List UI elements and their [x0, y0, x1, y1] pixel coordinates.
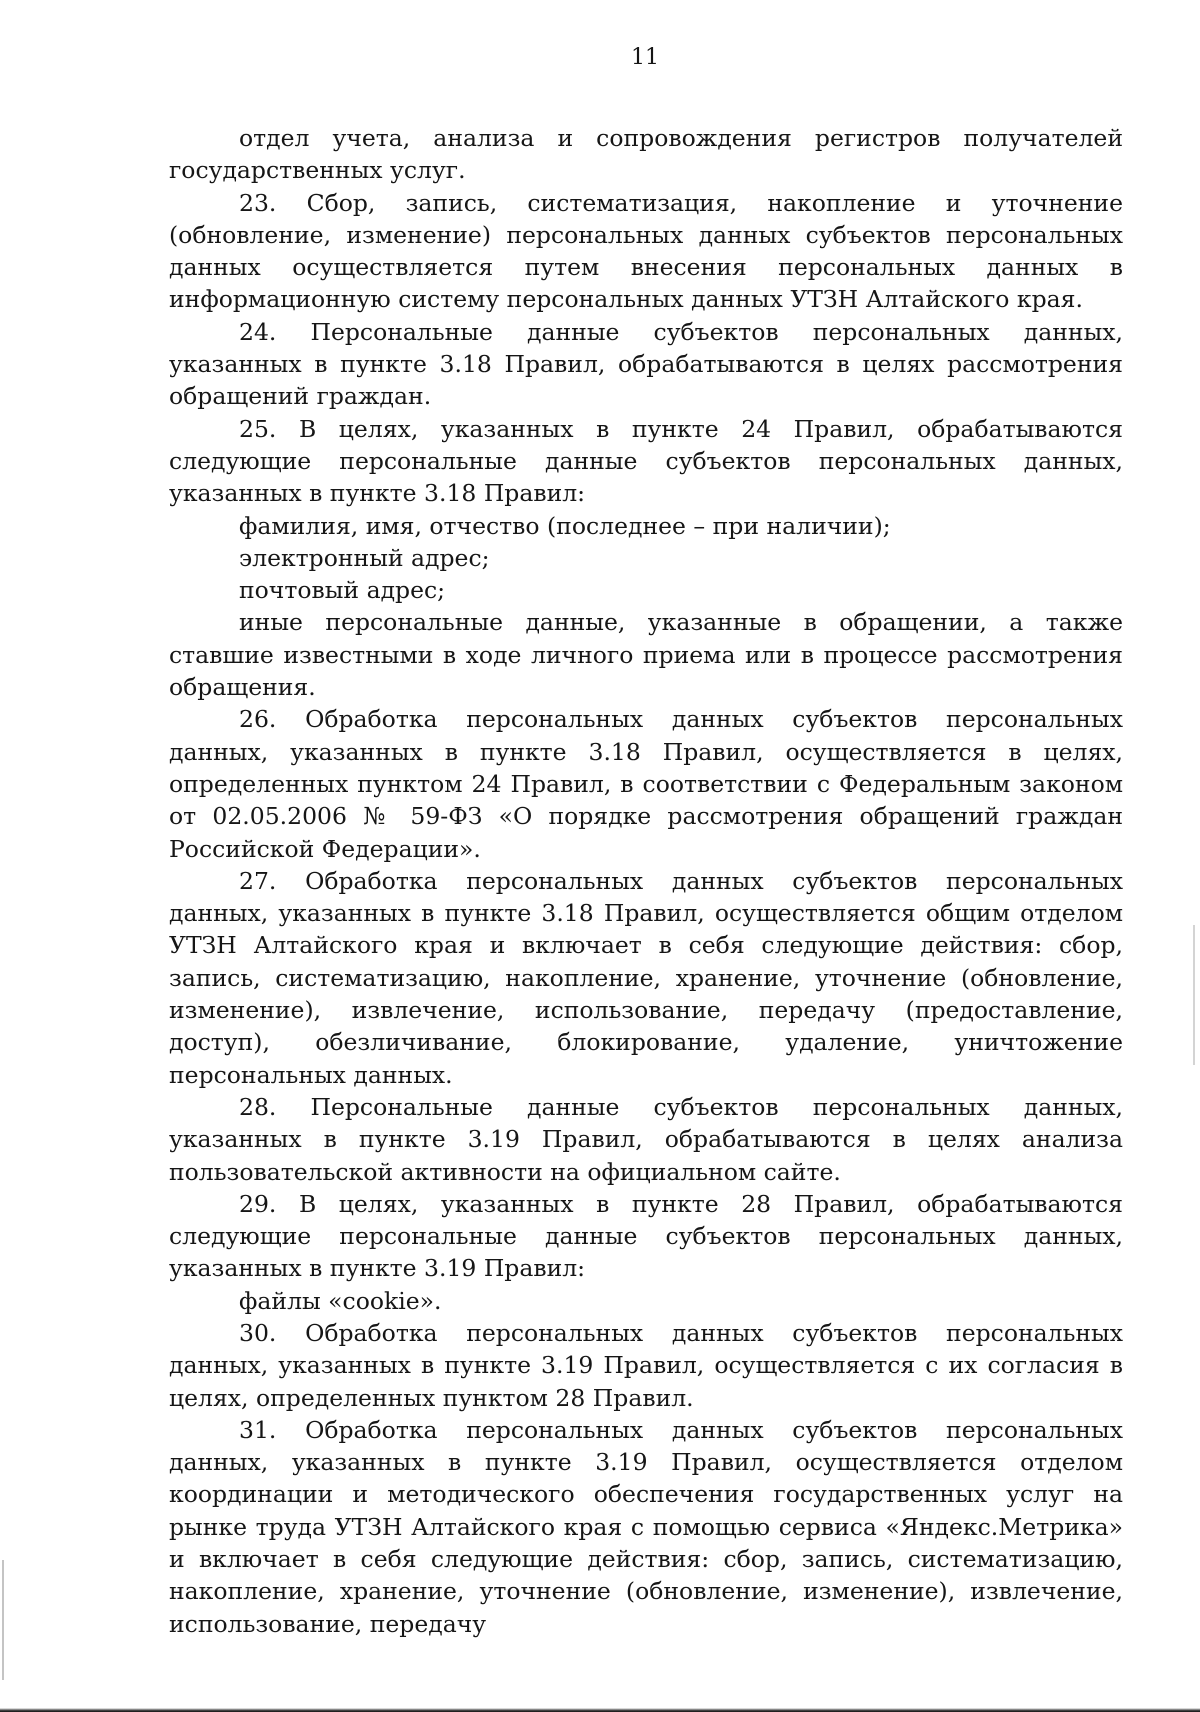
paragraph-clause-24: 24. Персональные данные субъектов персональных данных, указанных в пункте 3.18 Правил, обрабатываются в целях рассмотрения обращений граждан. — [169, 317, 1123, 411]
page-number: 11 — [631, 45, 659, 70]
list-item-other-data: иные персональные данные, указанные в обращении, а также ставшие известными в ходе личного приема или в процессе рассмотрения обращения. — [169, 608, 1123, 702]
document-body — [169, 122, 1123, 1640]
paragraph-clause-29: 29. В целях, указанных в пункте 28 Правил, обрабатываются следующие персональные данные субъектов персональных данных, указанных в пункте 3.19 Правил: — [169, 1189, 1123, 1283]
paragraph-clause-30: 30. Обработка персональных данных субъектов персональных данных, указанных в пункте 3.19 Правил, осуществляется с их согласия в целях, определенных пунктом 28 Правил. — [169, 1318, 1123, 1412]
paragraph-clause-23: 23. Сбор, запись, систематизация, накопление и уточнение (обновление, изменение) персональных данных субъектов персональных данных осуществляется путем внесения персональных данных в информационную систему персональных данных УТЗН Алтайского края. — [169, 188, 1123, 314]
paragraph-clause-25: 25. В целях, указанных в пункте 24 Правил, обрабатываются следующие персональные данные субъектов персональных данных, указанных в пункте 3.18 Правил: — [169, 414, 1123, 508]
list-item-email: электронный адрес; — [239, 543, 490, 572]
paragraph-clause-28: 28. Персональные данные субъектов персональных данных, указанных в пункте 3.19 Правил, обрабатываются в целях анализа пользовательской активности на официальном сайте. — [169, 1092, 1123, 1186]
list-item-postal-address: почтовый адрес; — [239, 576, 446, 605]
scan-edge-mark — [1193, 925, 1195, 1065]
scan-bottom-edge — [0, 1708, 1200, 1712]
paragraph-clause-31: 31. Обработка персональных данных субъектов персональных данных, указанных в пункте 3.19 Правил, осуществляется отделом координации и методического обеспечения государственных услуг на рынке труда УТЗН Алтайского края с помощью сервиса «Яндекс.Метрика» и включает в себя следующие действия: сбор, запись, систематизацию, накопление, хранение, уточнение (обновление, изменение), извлечение, использование, передачу — [169, 1415, 1123, 1638]
paragraph-clause-26: 26. Обработка персональных данных субъектов персональных данных, указанных в пункте 3.18 Правил, осуществляется в целях, определенных пунктом 24 Правил, в соответствии с Федеральным законом от 02.05.2006 № 59-ФЗ «О порядке рассмотрения обращений граждан Российской Федерации». — [169, 705, 1123, 863]
scan-edge-mark — [2, 1560, 4, 1680]
list-item-full-name: фамилия, имя, отчество (последнее – при наличии); — [239, 511, 891, 540]
paragraph-clause-27: 27. Обработка персональных данных субъектов персональных данных, указанных в пункте 3.18 Правил, осуществляется общим отделом УТЗН Алтайского края и включает в себя следующие действия: сбор, запись, систематизацию, накопление, хранение, уточнение (обновление, изменение), извлечение, использование, передачу (предоставление, доступ), обезличивание, блокирование, удаление, уничтожение персональных данных. — [169, 866, 1123, 1089]
paragraph-department-continuation: отдел учета, анализа и сопровождения регистров получателей государственных услуг. — [169, 124, 1123, 185]
list-item-cookie-files: файлы «cookie». — [239, 1286, 442, 1315]
